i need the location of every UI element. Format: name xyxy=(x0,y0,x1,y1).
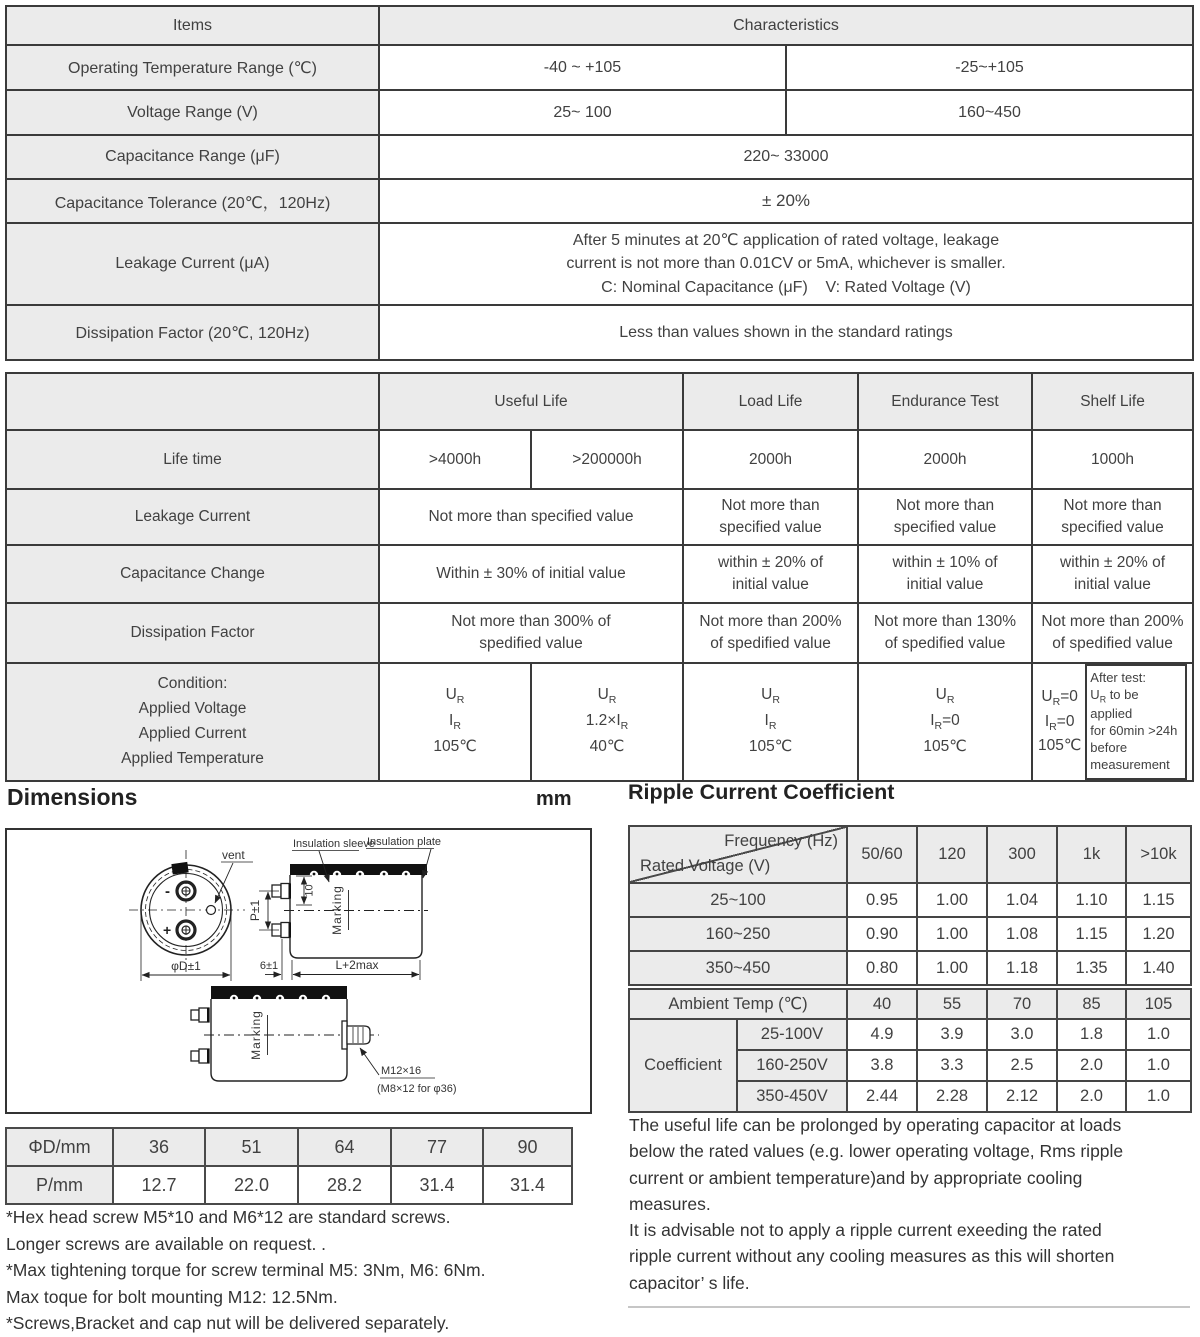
vent-hole xyxy=(207,906,216,915)
cell: 1.15 xyxy=(1126,883,1191,917)
cell: 1.40 xyxy=(1126,951,1191,985)
row-label: 350-450V xyxy=(737,1081,847,1112)
cell: 77 xyxy=(391,1128,483,1166)
dimensions-drawing xyxy=(5,828,592,1114)
table-row xyxy=(629,989,1191,1019)
cell: 1.10 xyxy=(1057,883,1126,917)
table-row xyxy=(6,90,1193,135)
table-row xyxy=(6,223,1193,305)
column-header: 120 xyxy=(917,826,987,883)
cell: 160~450 xyxy=(786,90,1193,135)
dimensions-unit: mm xyxy=(536,788,572,810)
table-row xyxy=(6,179,1193,223)
l-dim-label: L+2max xyxy=(335,958,379,972)
cell: Not more than specified value xyxy=(683,489,858,545)
cell: Not more than specified value xyxy=(1032,489,1193,545)
ambient-temp-coefficient-table xyxy=(628,988,1192,1113)
column-header: 1k xyxy=(1057,826,1126,883)
header-shelf-life: Shelf Life xyxy=(1032,373,1193,430)
cell: 0.80 xyxy=(847,951,917,985)
cell: 31.4 xyxy=(391,1166,483,1204)
cell: 4.9 xyxy=(847,1019,917,1050)
header-items: Items xyxy=(6,6,379,45)
cell: 90 xyxy=(483,1128,572,1166)
cell: 1000h xyxy=(1032,430,1193,489)
cell: 51 xyxy=(205,1128,298,1166)
cell xyxy=(1032,663,1193,781)
cell: 1.0 xyxy=(1126,1081,1191,1112)
row-label: Voltage Range (V) xyxy=(6,90,379,135)
p-dim-label: P±1 xyxy=(248,899,262,922)
cell: Not more than specified value xyxy=(858,489,1032,545)
cell: 3.9 xyxy=(917,1019,987,1050)
vent-label: vent xyxy=(222,848,245,862)
column-header: >10k xyxy=(1126,826,1191,883)
cell: After 5 minutes at 20℃ application of rated voltage, leakage current is not more than 0.01CV or 5mA, whichever is smaller. C: Nominal Capacitance (μF) V: Rated Voltage (V) xyxy=(379,223,1193,305)
cell: 2.12 xyxy=(987,1081,1057,1112)
marking-side-label: Marking xyxy=(330,885,344,935)
dimension-footnotes: *Hex head screw M5*10 and M6*12 are standard screws. Longer screws are available on request. . *Max tightening torque for screw terminal M5: 3Nm, M6: 6Nm. Max toque for bolt mounting M12: 12.5Nm. *Screws,Bracket and cap nut will be delivered separately. xyxy=(6,1207,486,1333)
row-label: ΦD/mm xyxy=(6,1128,113,1166)
cell: 36 xyxy=(113,1128,205,1166)
size-table xyxy=(5,1127,573,1205)
empty-corner-cell xyxy=(6,373,379,430)
mounting-stud xyxy=(342,1021,370,1049)
row-label: Dissipation Factor (20℃, 120Hz) xyxy=(6,305,379,360)
cell: $U_R$ $I_R=0$ 105℃ xyxy=(858,663,1032,781)
plus-label: + xyxy=(163,922,172,938)
cell: 2.28 xyxy=(917,1081,987,1112)
dim-6-label: 6±1 xyxy=(259,960,279,972)
cell: Not more than specified value xyxy=(379,489,683,545)
cell: 12.7 xyxy=(113,1166,205,1204)
table-row xyxy=(6,373,1193,430)
row-label: Operating Temperature Range (℃) xyxy=(6,45,379,90)
row-label: Capacitance Change xyxy=(6,545,379,603)
table-row xyxy=(629,883,1191,917)
header-load-life: Load Life xyxy=(683,373,858,430)
header-characteristics: Characteristics xyxy=(379,6,1193,45)
condition-values: $U_R=0$ $I_R=0$ 105℃ xyxy=(1038,688,1082,754)
column-header: 105 xyxy=(1126,989,1191,1019)
condition-shelf-cell xyxy=(1037,664,1188,780)
bottom-view xyxy=(191,986,457,1095)
life-test-table xyxy=(5,372,1194,782)
table-row xyxy=(6,430,1193,489)
cell: 220~ 33000 xyxy=(379,135,1193,179)
row-label: Leakage Current xyxy=(6,489,379,545)
terminal-negative xyxy=(177,882,195,900)
coefficient-group-label: Coefficient xyxy=(629,1019,737,1112)
cell: 2000h xyxy=(858,430,1032,489)
table-row xyxy=(6,305,1193,360)
column-header: 50/60 xyxy=(847,826,917,883)
table-row xyxy=(6,6,1193,45)
minus-label: - xyxy=(165,883,170,900)
table-row xyxy=(6,135,1193,179)
cell: 64 xyxy=(298,1128,391,1166)
row-label: Life time xyxy=(6,430,379,489)
table-row xyxy=(629,917,1191,951)
cell: -40 ~ +105 xyxy=(379,45,786,90)
column-header: 55 xyxy=(917,989,987,1019)
cell: 28.2 xyxy=(298,1166,391,1204)
cell: 1.0 xyxy=(1126,1019,1191,1050)
dimensions-title: Dimensions xyxy=(7,784,138,810)
capacitor-technical-drawing xyxy=(7,830,590,1112)
ripple-section-title: Ripple Current Coefficient xyxy=(628,780,895,804)
cell: 1.00 xyxy=(917,951,987,985)
row-label: 160~250 xyxy=(629,917,847,951)
cell: 1.08 xyxy=(987,917,1057,951)
row-label: Capacitance Range (μF) xyxy=(6,135,379,179)
row-label: P/mm xyxy=(6,1166,113,1204)
row-label: 25~100 xyxy=(629,883,847,917)
row-label: 25-100V xyxy=(737,1019,847,1050)
frequency-coefficient-table xyxy=(628,825,1192,986)
table-row xyxy=(629,951,1191,985)
table-row xyxy=(6,603,1193,663)
cell: ± 20% xyxy=(379,179,1193,223)
stud-size-alt-label: (M8×12 for φ36) xyxy=(377,1083,457,1095)
cell: 2.44 xyxy=(847,1081,917,1112)
cell: 25~ 100 xyxy=(379,90,786,135)
cell: 1.00 xyxy=(917,917,987,951)
header-useful-life: Useful Life xyxy=(379,373,683,430)
cell: within ± 20% of initial value xyxy=(1032,545,1193,603)
table-row xyxy=(6,45,1193,90)
header-endurance-test: Endurance Test xyxy=(858,373,1032,430)
cell: >200000h xyxy=(531,430,683,489)
cell: within ± 10% of initial value xyxy=(858,545,1032,603)
table-row xyxy=(629,826,1191,883)
cell: 1.8 xyxy=(1057,1019,1126,1050)
cell: 3.8 xyxy=(847,1050,917,1081)
cell: Not more than 300% of spedified value xyxy=(379,603,683,663)
cell: 3.3 xyxy=(917,1050,987,1081)
insulation-sleeve-label: Insulation sleeve xyxy=(293,838,375,850)
side-view xyxy=(248,836,441,980)
table-row xyxy=(6,545,1193,603)
row-label: Dissipation Factor xyxy=(6,603,379,663)
voltage-axis-label: Rated Voltage (V) xyxy=(640,857,771,875)
cell: 2.0 xyxy=(1057,1050,1126,1081)
cell: 1.35 xyxy=(1057,951,1126,985)
cell: Not more than 200% of spedified value xyxy=(1032,603,1193,663)
cell: 2.0 xyxy=(1057,1081,1126,1112)
top-view xyxy=(129,848,253,981)
cell: 1.18 xyxy=(987,951,1057,985)
cell: >4000h xyxy=(379,430,531,489)
polarity-mark xyxy=(171,862,188,875)
screw-terminals-bottom xyxy=(191,1008,210,1063)
cell: 1.0 xyxy=(1126,1050,1191,1081)
cell: within ± 20% of initial value xyxy=(683,545,858,603)
cell: Within ± 30% of initial value xyxy=(379,545,683,603)
cell: Not more than 200% of spedified value xyxy=(683,603,858,663)
useful-life-paragraph: The useful life can be prolonged by operating capacitor at loads below the rated values (e.g. lower operating voltage, Rms ripple current or ambient temperature)and by appropriate cooling measures. It is advisable not to apply a ripple current exeeding the rated ripple current without any cooling measures as this will shorten capacitor’ s life. xyxy=(629,1115,1124,1293)
cell: 2.5 xyxy=(987,1050,1057,1081)
ambient-temp-header: Ambient Temp (℃) xyxy=(629,989,847,1019)
diagonal-header-cell xyxy=(629,826,847,883)
cell: 1.15 xyxy=(1057,917,1126,951)
column-header: 40 xyxy=(847,989,917,1019)
marking-bottom-label: Marking xyxy=(249,1010,263,1060)
phi-d-dim-label: φD±1 xyxy=(171,959,201,973)
cell: 2000h xyxy=(683,430,858,489)
cell: $U_R$ $I_R$ 105℃ xyxy=(379,663,531,781)
after-test-note: After test: $U_R$ to be applied for 60min >24h before measurement xyxy=(1085,664,1187,780)
cell: 3.0 xyxy=(987,1019,1057,1050)
cell: 1.04 xyxy=(987,883,1057,917)
row-label: Capacitance Tolerance (20℃，120Hz) xyxy=(6,179,379,223)
characteristics-table xyxy=(5,5,1194,361)
row-label: 160-250V xyxy=(737,1050,847,1081)
cell: 1.00 xyxy=(917,883,987,917)
row-label: Condition: Applied Voltage Applied Current Applied Temperature xyxy=(6,663,379,781)
insulation-plate-label: Insulation plate xyxy=(367,836,441,848)
cell: 0.90 xyxy=(847,917,917,951)
column-header: 85 xyxy=(1057,989,1126,1019)
row-label: 350~450 xyxy=(629,951,847,985)
table-row xyxy=(629,1019,1191,1050)
row-label: Leakage Current (μA) xyxy=(6,223,379,305)
cell: 1.20 xyxy=(1126,917,1191,951)
column-header: 300 xyxy=(987,826,1057,883)
cell: -25~+105 xyxy=(786,45,1193,90)
table-row xyxy=(6,663,1193,781)
stud-size-label: M12×16 xyxy=(381,1065,422,1077)
bottom-divider xyxy=(628,1306,1190,1308)
column-header: 70 xyxy=(987,989,1057,1019)
table-row xyxy=(6,1166,572,1204)
table-row xyxy=(6,1128,572,1166)
cell: $U_R$ $I_R$ 105℃ xyxy=(683,663,858,781)
cell: $U_R$ $1.2\times I_R$ 40℃ xyxy=(531,663,683,781)
terminal-positive xyxy=(177,921,195,939)
dim-10-label: 10 xyxy=(303,884,316,897)
cell: 22.0 xyxy=(205,1166,298,1204)
table-row xyxy=(6,489,1193,545)
frequency-axis-label: Frequency (Hz) xyxy=(724,832,838,850)
cell: Less than values shown in the standard ratings xyxy=(379,305,1193,360)
cell: 0.95 xyxy=(847,883,917,917)
cell: 31.4 xyxy=(483,1166,572,1204)
cell: Not more than 130% of spedified value xyxy=(858,603,1032,663)
